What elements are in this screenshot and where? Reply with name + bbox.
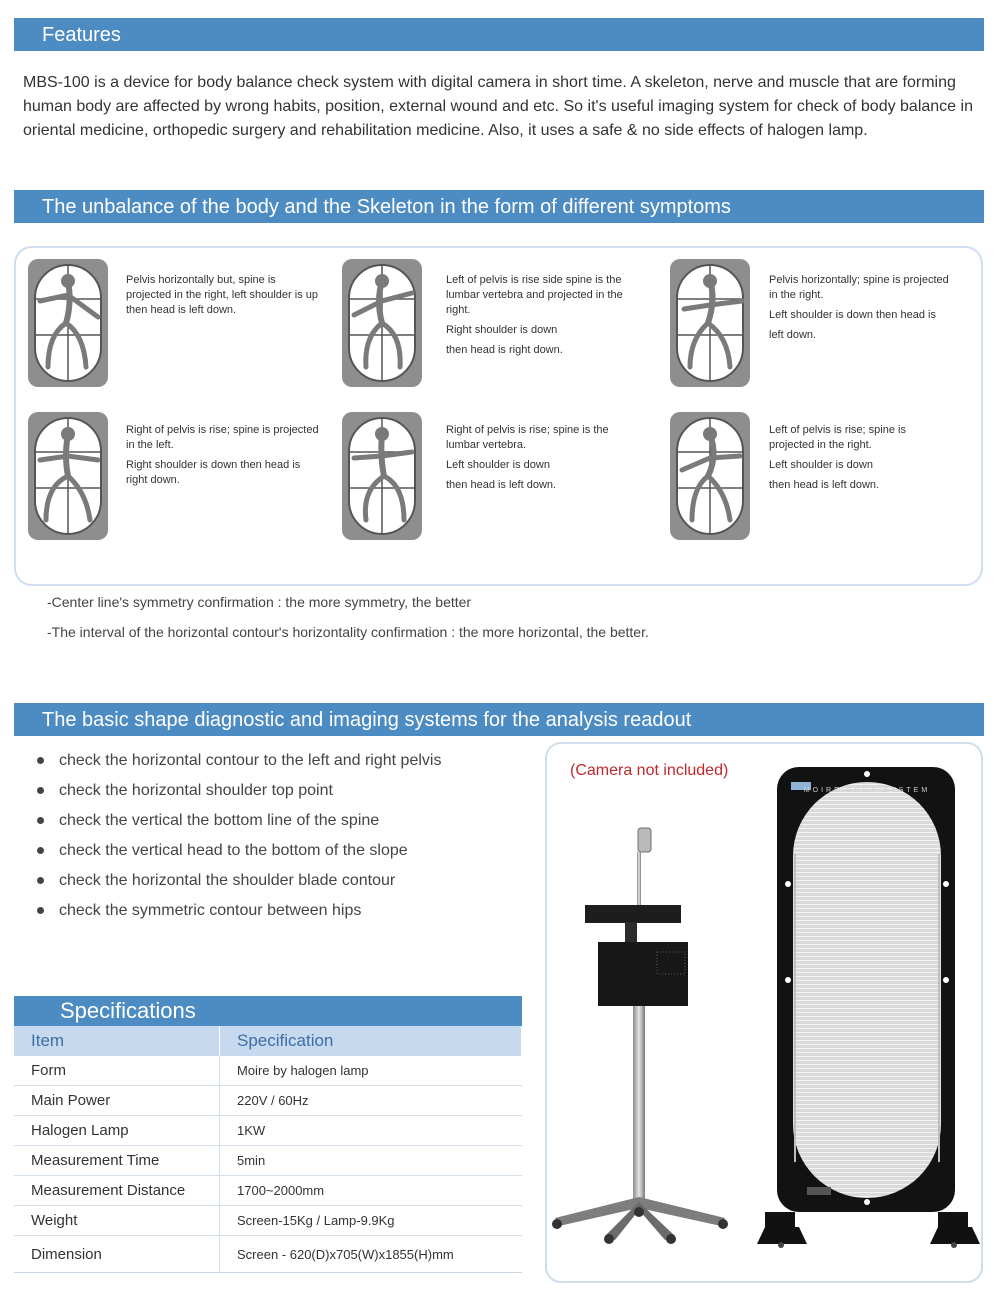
- bullet-dot-icon: [37, 787, 44, 794]
- spec-header-spec: Specification: [220, 1026, 522, 1056]
- spec-item: Dimension: [14, 1236, 220, 1273]
- camera-mount: [638, 828, 651, 852]
- specifications-table: [14, 996, 522, 1273]
- posture-figure-icon: [670, 259, 750, 387]
- bullet-item: check the vertical head to the bottom of the slope: [36, 838, 441, 868]
- symptom-line: Right of pelvis is rise; spine is the lumbar vertebra.: [446, 424, 609, 451]
- symptom-description: [446, 273, 624, 358]
- symptoms-header: The unbalance of the body and the Skeleton in the form of different symptoms: [14, 190, 984, 223]
- screen-arc-label: MOIRE BODY SYSTEM: [803, 787, 931, 794]
- symptom-description: [769, 273, 949, 343]
- posture-figure-icon: [342, 259, 422, 387]
- bullet-item: check the horizontal contour to the left and right pelvis: [36, 748, 441, 778]
- screen-grid: [793, 782, 941, 1198]
- symptom-line: Right shoulder is down: [446, 324, 558, 336]
- bullet-dot-icon: [37, 877, 44, 884]
- table-row: [14, 1056, 522, 1086]
- spec-header-row: [14, 1026, 522, 1056]
- diagnostic-header: The basic shape diagnostic and imaging systems for the analysis readout: [14, 703, 984, 736]
- spec-value: Screen-15Kg / Lamp-9.9Kg: [220, 1206, 522, 1236]
- bullet-dot-icon: [37, 847, 44, 854]
- symptom-description: [769, 423, 954, 493]
- spec-item: Form: [14, 1056, 220, 1086]
- posture-figure-icon: [670, 412, 750, 540]
- posture-figure-icon: [28, 412, 108, 540]
- spec-value: 5min: [220, 1146, 522, 1176]
- spec-item: Weight: [14, 1206, 220, 1236]
- bullet-item: check the horizontal the shoulder blade contour: [36, 868, 441, 898]
- diagnostic-bullet-list: [36, 748, 441, 928]
- specifications-title: Specifications: [14, 996, 522, 1026]
- spec-value: Screen - 620(D)x705(W)x1855(H)mm: [220, 1236, 522, 1273]
- camera-not-included-note: (Camera not included): [570, 762, 729, 779]
- bullet-item: check the symmetric contour between hips: [36, 898, 441, 928]
- symptom-description: [126, 273, 321, 318]
- spec-item: Main Power: [14, 1086, 220, 1116]
- lamp-top-plate: [585, 905, 681, 923]
- table-row: [14, 1116, 522, 1146]
- spec-value: 1700~2000mm: [220, 1176, 522, 1206]
- bullet-item: check the horizontal shoulder top point: [36, 778, 441, 808]
- symptom-line: Pelvis horizontally; spine is projected in the right.: [769, 274, 949, 301]
- symptom-line: Left of pelvis is rise side spine is the lumbar vertebra and projected in the right.: [446, 274, 623, 316]
- features-header: Features: [14, 18, 984, 51]
- symptom-line: Pelvis horizontally but, spine is projected in the right, left shoulder is up then head is left down.: [126, 274, 319, 316]
- symptom-description: [126, 423, 321, 488]
- symptom-line: then head is left down.: [446, 479, 557, 491]
- spec-item: Measurement Time: [14, 1146, 220, 1176]
- table-row: [14, 1086, 522, 1116]
- features-description: MBS-100 is a device for body balance check system with digital camera in short time. A skeleton, nerve and muscle that are forming human body are affected by wrong habits, position, external wound and etc. So it's useful imaging system for check of body balance in oriental medicine, orthopedic surgery and rehabilitation medicine. Also, it uses a safe & no side effects of halogen lamp.: [23, 74, 973, 139]
- symptom-line: Left of pelvis is rise; spine is projected in the right.: [769, 424, 906, 451]
- symptom-line: left down.: [769, 329, 817, 341]
- symptom-line: Left shoulder is down: [769, 459, 873, 471]
- spec-header-item: Item: [14, 1026, 220, 1056]
- spec-value: 220V / 60Hz: [220, 1086, 522, 1116]
- table-row: [14, 1176, 522, 1206]
- symptom-line: then head is left down.: [769, 479, 880, 491]
- table-row: [14, 1146, 522, 1176]
- bullet-dot-icon: [37, 757, 44, 764]
- bullet-item: check the vertical the bottom line of the spine: [36, 808, 441, 838]
- bullet-dot-icon: [37, 907, 44, 914]
- spec-item: Measurement Distance: [14, 1176, 220, 1206]
- symptom-description: [446, 423, 624, 493]
- moire-screen: [757, 767, 980, 1248]
- spec-value: Moire by halogen lamp: [220, 1056, 522, 1086]
- lamp-stand: [552, 828, 728, 1244]
- bullet-dot-icon: [37, 817, 44, 824]
- note-symmetry: -Center line's symmetry confirmation : the more symmetry, the better: [47, 594, 472, 610]
- stand-pole: [633, 1006, 645, 1202]
- table-row: [14, 1236, 522, 1273]
- spec-item: Halogen Lamp: [14, 1116, 220, 1146]
- symptom-line: Right shoulder is down then head is right down.: [126, 459, 301, 486]
- symptom-line: then head is right down.: [446, 344, 563, 356]
- table-row: [14, 1206, 522, 1236]
- symptom-line: Right of pelvis is rise; spine is projected in the left.: [126, 424, 319, 451]
- product-illustration: [545, 742, 983, 1283]
- posture-figure-icon: [342, 412, 422, 540]
- posture-figure-icon: [28, 259, 108, 387]
- symptom-line: Left shoulder is down: [446, 459, 550, 471]
- spec-value: 1KW: [220, 1116, 522, 1146]
- symptom-line: Left shoulder is down then head is: [769, 309, 936, 321]
- note-horizontality: -The interval of the horizontal contour's horizontality confirmation : the more horizontal, the better.: [47, 624, 649, 640]
